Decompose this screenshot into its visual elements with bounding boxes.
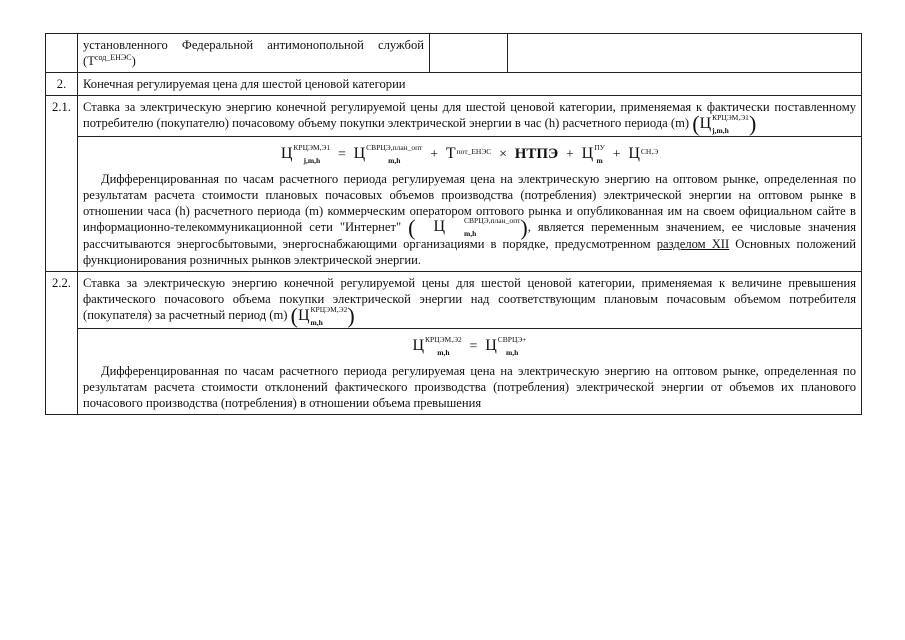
inline-price-symbol: Ц КРЦЭМ,Э1 j,m,h	[699, 112, 749, 135]
formula: Ц КРЦЭМ,Э2 m,h = Ц СВРЦЭ+ m,h	[412, 334, 527, 357]
row-number: 2.2.	[46, 272, 78, 415]
empty-cell-b	[508, 34, 862, 73]
table-row-2-1-formula	[46, 136, 862, 272]
inline-price-symbol: Ц КРЦЭМ,Э2 m,h	[297, 304, 348, 327]
row-number: 2.	[46, 73, 78, 96]
rate-definition-text: Ставка за электрическую энергию конечной регулируемой цены для шестой ценовой категории, применяемая к фактически поставленному потребителю (покупателю) почасовому объему покупки электрической энергии в час (h) расчетного периода (m)	[83, 100, 856, 130]
rate-definition-cell: Ставка за электрическую энергию конечной регулируемой цены для шестой ценовой категории, применяемая к величине превышения фактического почасового объема покупки электрической энергии над соответствующим плановым почасовым объемом потребителя (покупателя) за расчетный период (m) (Ц КРЦЭМ,Э2 m,h )	[78, 272, 862, 329]
section-xii-link[interactable]: разделом XII	[656, 237, 730, 252]
continued-sup: сод_ЕНЭС	[94, 53, 132, 62]
tariff-table	[45, 33, 862, 415]
empty-cell-a	[430, 34, 508, 73]
row-number: 2.1.	[46, 96, 78, 272]
formula-description: Дифференцированная по часам расчетного периода регулируемая цена на электрическую энергию на оптовом рынке, определенная по результатам расчета стоимости отклонений фактического производства (потребления) электрической энергии от объемов их планового почасового производства (потребления) в отношении объема превышения	[83, 363, 856, 410]
continued-text-cell	[78, 34, 430, 73]
table-row-continued	[46, 34, 862, 73]
formula: Ц КРЦЭМ,Э1 j,m,h = Ц СВРЦЭ,план_опт m,h + Т пот_ЕНЭС × НТПЭ + Ц ПУ m + Ц СН,Э	[280, 142, 659, 165]
desc-price-symbol: Ц СВРЦЭ,план_опт m,h	[433, 216, 521, 239]
number-cell-empty	[46, 34, 78, 73]
continued-text: установленного Федеральной антимонопольной службой (Т	[83, 38, 424, 68]
continued-tail: )	[131, 54, 136, 68]
section-title: Конечная регулируемая цена для шестой ценовой категории	[78, 73, 862, 96]
formula-description: Дифференцированная по часам расчетного периода регулируемая цена на электрическую энергию на оптовом рынке, определенная по результатам расчета стоимости плановых почасовых объемов производства (потребления) электрической энергии на оптовом рынке в отношении часа (h) расчетного периода (m) коммерческим оператором оптового рынка и опубликованная им на своем официальном сайте в информационно-телекоммуникационной сети "Интернет" ( Ц СВРЦЭ,план_опт m,h ), является переменным значением, ее числовые значения рассчитываются энергосбытовыми, энергоснабжающими организациями в порядке, предусмотренном разделом XII Основных положений функционирования розничных рынков электрической энергии.	[83, 171, 856, 268]
formula-cell	[78, 136, 862, 272]
rate-definition-text: Ставка за электрическую энергию конечной регулируемой цены для шестой ценовой категории, применяемая к величине превышения фактического почасового объема покупки электрической энергии над соответствующим плановым почасовым объемом потребителя (покупателя) за расчетный период (m)	[83, 276, 856, 323]
formula-cell	[78, 328, 862, 414]
rate-definition-cell: Ставка за электрическую энергию конечной регулируемой цены для шестой ценовой категории, применяемая к фактически поставленному потребителю (покупателю) почасовому объему покупки электрической энергии в час (h) расчетного периода (m) (Ц КРЦЭМ,Э1 j,m,h )	[78, 96, 862, 137]
table-row-2-2	[46, 272, 862, 329]
table-row-2	[46, 73, 862, 96]
table-row-2-1	[46, 96, 862, 137]
table-row-2-2-formula	[46, 328, 862, 414]
